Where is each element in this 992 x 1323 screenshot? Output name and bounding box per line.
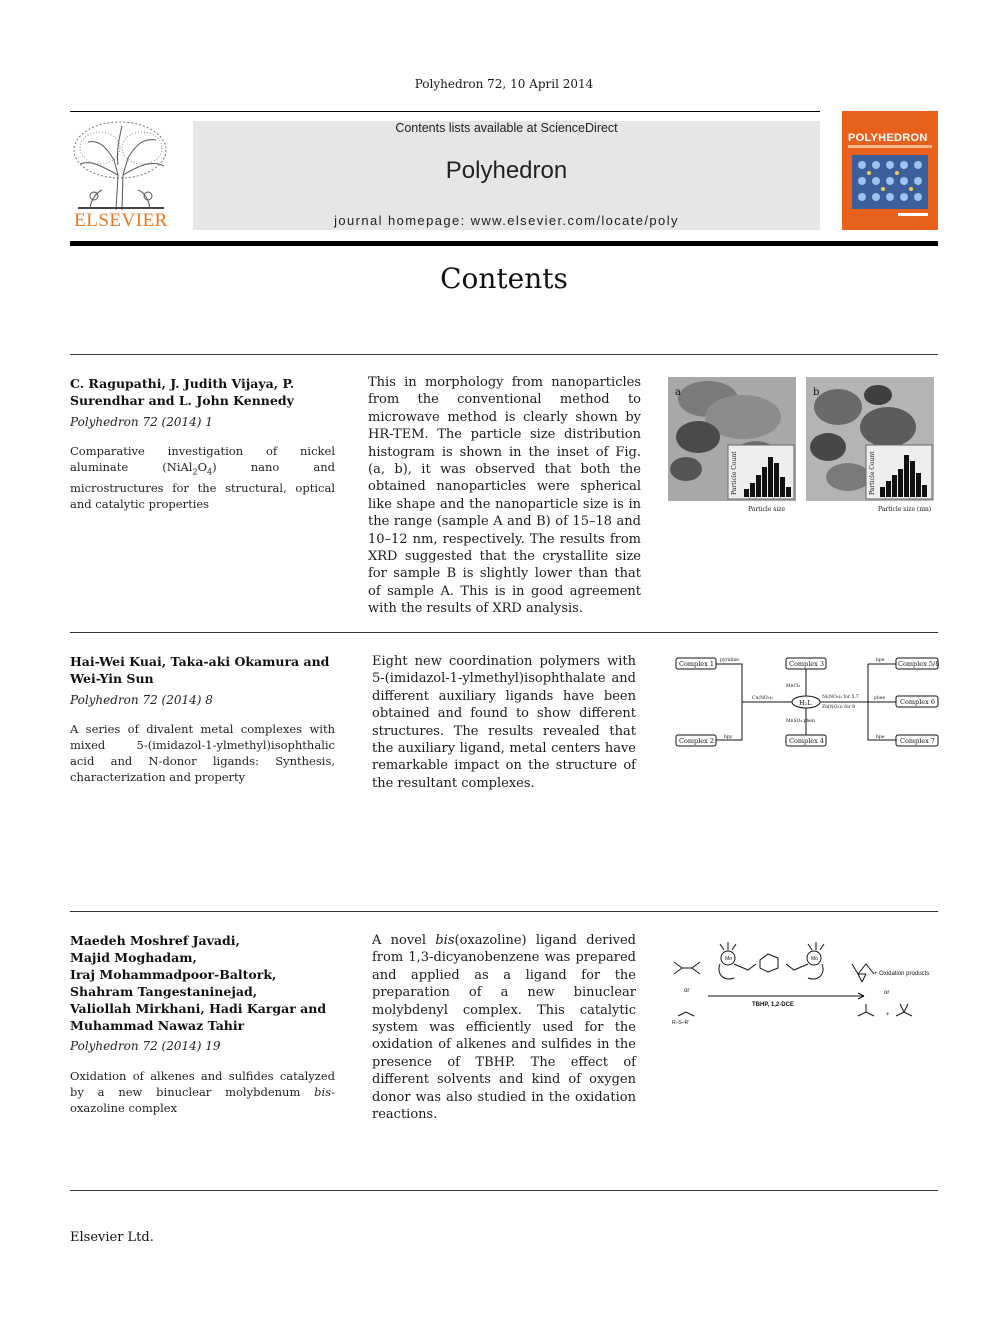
reagent-bpe-top: bpe xyxy=(876,658,885,663)
article-separator xyxy=(70,911,938,912)
sulfide-label: R–S–R' xyxy=(672,1020,690,1026)
journal-homepage[interactable]: journal homepage: www.elsevier.com/locate/poly xyxy=(334,213,679,228)
reagent-mnso4: MnSO₄ phen xyxy=(786,719,815,724)
reagent-ni: Ni(NO₃)₂ for 5,7 xyxy=(822,695,859,700)
article-2-graphic xyxy=(672,654,940,750)
article-1-authors[interactable]: C. Ragupathi, J. Judith Vijaya, P. Surendhar and L. John Kennedy xyxy=(70,376,295,408)
footer-rule xyxy=(70,1190,938,1191)
article-2-abstract: Eight new coordination polymers with 5-(imidazol-1-ylmethyl)isophthalate and different auxiliary ligands have been obtained and found to show different structures. The results revealed that the auxiliary ligand, metal centers have remarkable impact on the structure of the resultant complexes. xyxy=(372,654,636,791)
elsevier-logo xyxy=(70,120,172,232)
cover-title: POLYHEDRON xyxy=(848,132,928,144)
panel-a-label: a xyxy=(675,387,681,398)
complex-5-8: Complex 5/8 xyxy=(898,660,940,668)
article-separator xyxy=(70,354,938,355)
author-line: Maedeh Moshref Javadi, xyxy=(70,933,240,948)
complex-7: Complex 7 xyxy=(900,737,936,745)
reagent-bpy: bpy xyxy=(724,735,733,740)
journal-name: Polyhedron xyxy=(445,157,568,184)
complex-4: Complex 4 xyxy=(789,737,825,745)
cover-art-icon xyxy=(848,145,932,219)
author-line: Iraj Mohammadpoor-Baltork, xyxy=(70,967,277,982)
tree-icon xyxy=(70,120,172,212)
sciencedirect-line: Contents lists available at ScienceDirect xyxy=(395,121,618,135)
reagent-cu: Cu(NO₃)₂ xyxy=(752,696,774,701)
reagent-pyridine: pyridine xyxy=(720,658,739,663)
panel-b-label: b xyxy=(813,387,820,398)
reagent-mncl2: MnCl₂ xyxy=(786,684,801,689)
publisher-footer: Elsevier Ltd. xyxy=(70,1230,154,1245)
issue-line: Polyhedron 72, 10 April 2014 xyxy=(414,77,594,91)
center-ligand: H₂L xyxy=(799,699,812,707)
panel-b-y-label: Particle Count xyxy=(869,451,876,495)
article-1-title[interactable]: Comparative investigation of nickel aluminate $(NiAl_2O_4)$ nano and microstructures for the structural, optical and catalytic properties xyxy=(70,444,335,512)
top-rule xyxy=(70,111,820,112)
oxidation-products: + Oxidation products xyxy=(874,971,930,977)
journal-cover xyxy=(842,111,938,230)
article-1-abstract: This in morphology from nanoparticles from the conventional method to microwave method is clearly shown by HR-TEM. The particle size distribution histogram is shown in the inset of Fig. (a, b), it was observed that both the obtained nanoparticles were spherical like shape and the nanoparticle size is in the range (sample A and B) of 15–18 and 10–12 nm, respectively. The results from XRD suggested that the crystallite size for sample B is slightly lower than that of sample A. This is in good agreement with the results of XRD analysis. xyxy=(368,375,641,617)
article-2-authors[interactable]: Hai-Wei Kuai, Taka-aki Okamura and Wei-Yin Sun xyxy=(70,654,330,686)
header-rule xyxy=(70,241,938,246)
author-line: Valiollah Mirkhani, Hadi Kargar and xyxy=(70,1001,327,1016)
reagent-bpe-bottom: bpe xyxy=(876,735,885,740)
panel-a-y-label: Particle Count xyxy=(731,451,738,495)
article-3-journal-ref[interactable]: Polyhedron 72 (2014) 19 xyxy=(70,1039,221,1053)
plus-sign: + xyxy=(886,1012,890,1018)
or-right: or xyxy=(884,990,890,996)
article-2-title[interactable]: A series of divalent metal complexes with mixed 5-(imidazol-1-ylmethyl)isophthalic acid and N-donor ligands: Synthesis, characterization and property xyxy=(70,722,335,784)
page-title: Contents xyxy=(440,262,568,295)
complex-2: Complex 2 xyxy=(679,737,715,745)
reagent-pbee: pbee xyxy=(874,696,886,701)
or-left: or xyxy=(684,988,690,994)
article-3-title[interactable]: Oxidation of alkenes and sulfides catalyzed by a new binuclear molybdenum bis-oxazoline complex xyxy=(70,1069,335,1115)
reaction-conditions: TBHP, 1,2-DCE xyxy=(752,1002,794,1008)
complex-6: Complex 6 xyxy=(900,698,936,706)
article-separator xyxy=(70,632,938,633)
author-line: Majid Moghadam, xyxy=(70,950,197,965)
mo-right: Mo xyxy=(811,956,818,962)
panel-b-x-label: Particle size (nm) xyxy=(878,506,932,513)
elsevier-wordmark: ELSEVIER xyxy=(74,210,168,231)
complex-1: Complex 1 xyxy=(679,660,715,668)
journal-banner xyxy=(193,121,820,230)
complex-3: Complex 3 xyxy=(789,660,825,668)
article-3-authors[interactable] xyxy=(70,932,346,1034)
article-3-abstract: A novel bis(oxazoline) ligand derived from 1,3-dicyanobenzene was prepared and applied as a ligand for the preparation of a new binuclear molybdenyl complex. This catalytic system was efficiently used for the oxidation of alkenes and sulfides in the presence of TBHP. The effect of different solvents and kind of oxygen donor was also studied in the oxidation reactions. xyxy=(372,933,636,1123)
mo-left: Mo xyxy=(725,956,732,962)
article-3-graphic xyxy=(668,934,940,1026)
reagent-zn: Zn(NO₃)₂ for 8 xyxy=(822,705,856,710)
panel-a-x-label: Particle size xyxy=(748,506,785,513)
article-1-graphic xyxy=(668,377,938,517)
author-line: Shahram Tangestaninejad, xyxy=(70,984,258,999)
article-1-journal-ref[interactable]: Polyhedron 72 (2014) 1 xyxy=(70,415,213,429)
author-line: Muhammad Nawaz Tahir xyxy=(70,1018,245,1033)
article-2-journal-ref[interactable]: Polyhedron 72 (2014) 8 xyxy=(70,693,213,707)
